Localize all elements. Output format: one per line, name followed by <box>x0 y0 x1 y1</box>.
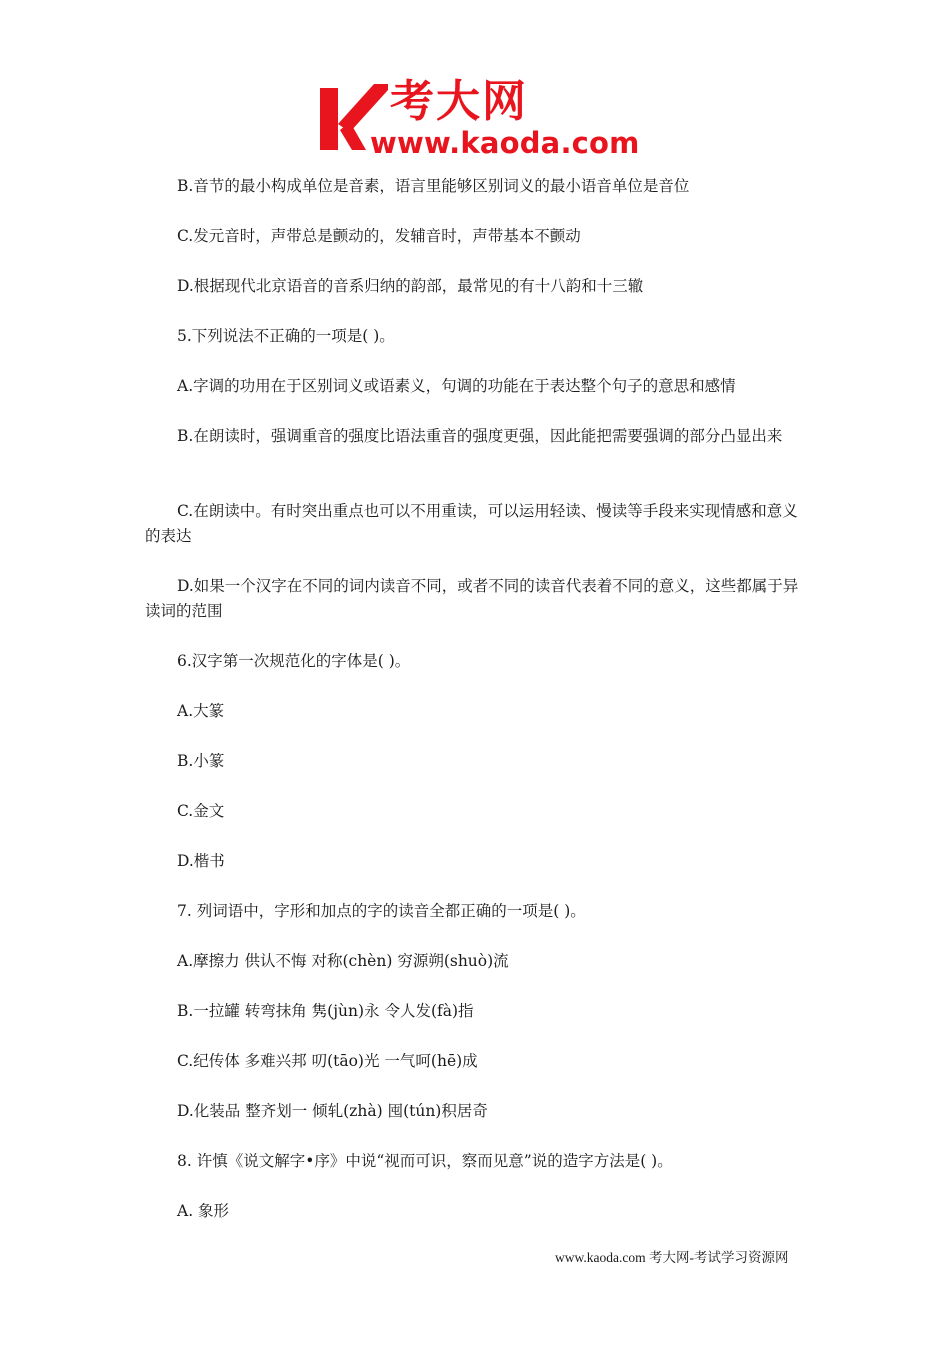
option-b-q4: B.音节的最小构成单位是音素，语言里能够区别词义的最小语音单位是音位 <box>177 177 690 195</box>
option-a-q7: A.摩擦力 供认不悔 对称(chèn) 穷源朔(shuò)流 <box>177 952 509 970</box>
option-b-q7: B.一拉罐 转弯抹角 隽(jùn)永 令人发(fà)指 <box>177 1002 474 1020</box>
option-d-q4: D.根据现代北京语音的音系归纳的韵部，最常见的有十八韵和十三辙 <box>177 277 644 295</box>
option-a-q6: A.大篆 <box>177 702 225 720</box>
logo-title: 考大网 <box>390 76 528 127</box>
option-c-q4: C.发元音时，声带总是颤动的，发辅音时，声带基本不颤动 <box>177 227 581 245</box>
option-a-q5: A.字调的功用在于区别词义或语素义，句调的功能在于表达整个句子的意思和感情 <box>177 377 736 395</box>
option-c-q5: C.在朗读中。有时突出重点也可以不用重读，可以运用轻读、慢读等手段来实现情感和意义的表达 <box>145 502 798 545</box>
option-b-q5: B.在朗读时，强调重音的强度比语法重音的强度更强，因此能把需要强调的部分凸显出来 <box>177 427 783 445</box>
logo-url: www.kaoda.com <box>370 126 640 160</box>
option-d-q7: D.化装品 整齐划一 倾轧(zhà) 囤(tún)积居奇 <box>177 1102 488 1120</box>
option-d-q5: D.如果一个汉字在不同的词内读音不同，或者不同的读音代表着不同的意义，这些都属于异读词的范围 <box>145 577 799 620</box>
site-logo <box>316 76 646 160</box>
option-c-q6: C.金文 <box>177 802 225 820</box>
option-a-q8: A. 象形 <box>177 1202 230 1220</box>
question-8: 8. 许慎《说文解字•序》中说“视而可识，察而见意”说的造字方法是( )。 <box>177 1152 673 1170</box>
option-c-q7: C.纪传体 多难兴邦 叨(tāo)光 一气呵(hē)成 <box>177 1052 478 1070</box>
question-7: 7. 列词语中，字形和加点的字的读音全都正确的一项是( )。 <box>177 902 586 920</box>
question-5: 5.下列说法不正确的一项是( )。 <box>177 327 395 345</box>
option-b-q6: B.小篆 <box>177 752 225 770</box>
page-footer: www.kaoda.com 考大网-考试学习资源网 <box>555 1250 789 1265</box>
option-d-q6: D.楷书 <box>177 852 225 870</box>
question-6: 6.汉字第一次规范化的字体是( )。 <box>177 652 411 670</box>
